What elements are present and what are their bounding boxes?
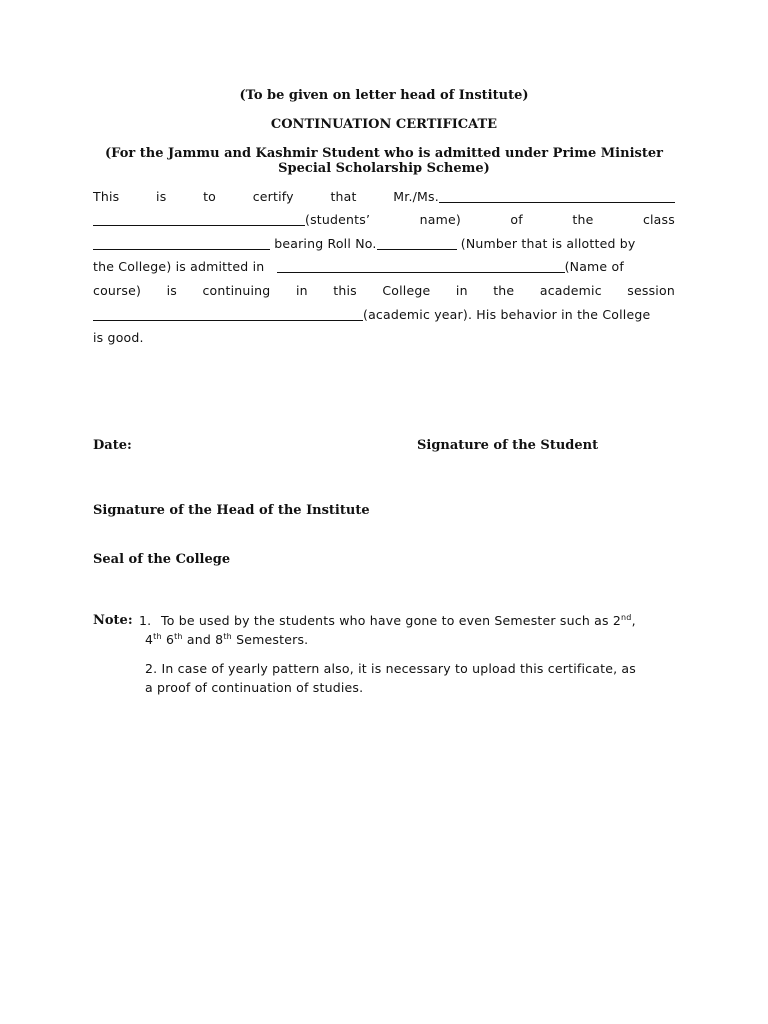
body-word: Mr./Ms. bbox=[393, 189, 439, 204]
certificate-title: CONTINUATION CERTIFICATE bbox=[270, 117, 498, 132]
note-item-1-line-2 bbox=[145, 632, 308, 647]
body-text: bearing Roll No. bbox=[274, 236, 377, 251]
body-word: the bbox=[493, 283, 515, 298]
student-signature-label: Signature of the Student bbox=[417, 438, 599, 453]
body-word: name) bbox=[419, 212, 461, 227]
note-text: , bbox=[631, 613, 636, 628]
body-line-7 bbox=[93, 330, 675, 345]
superscript: nd bbox=[621, 612, 632, 622]
letterhead-note: (To be given on letter head of Institute) bbox=[239, 88, 529, 103]
session-blank[interactable] bbox=[93, 308, 363, 321]
body-line-6 bbox=[93, 307, 675, 322]
date-label: Date: bbox=[93, 438, 132, 453]
note-label: Note: bbox=[93, 613, 133, 628]
note-text: Semesters. bbox=[231, 632, 309, 647]
body-word: of bbox=[510, 212, 523, 227]
note-item-2-line-2: a proof of continuation of studies. bbox=[145, 680, 364, 695]
body-word: in bbox=[455, 283, 468, 298]
body-word: this bbox=[333, 283, 357, 298]
superscript: th bbox=[174, 631, 183, 641]
body-text: (academic year). His behavior in the College bbox=[363, 307, 651, 322]
note-text: To be used by the students who have gone to even Semester such as 2 bbox=[161, 613, 622, 628]
name-blank[interactable] bbox=[439, 190, 675, 203]
roll-number-blank[interactable] bbox=[377, 237, 457, 250]
course-blank[interactable] bbox=[277, 260, 565, 273]
note-text: 6 bbox=[161, 632, 175, 647]
class-blank[interactable] bbox=[93, 237, 270, 250]
body-word: This bbox=[93, 189, 120, 204]
subtitle-line-1: (For the Jammu and Kashmir Student who is admitted under Prime Minister bbox=[105, 146, 663, 161]
body-word: College bbox=[382, 283, 431, 298]
student-name-blank[interactable] bbox=[93, 213, 305, 226]
body-word: is bbox=[166, 283, 177, 298]
body-line-2 bbox=[93, 212, 675, 227]
subtitle-line-2: Special Scholarship Scheme) bbox=[278, 161, 490, 176]
body-word: academic bbox=[539, 283, 602, 298]
body-word: course) bbox=[93, 283, 142, 298]
body-word: is bbox=[156, 189, 167, 204]
body-word: in bbox=[295, 283, 308, 298]
body-word: session bbox=[627, 283, 675, 298]
note-text: and 8 bbox=[182, 632, 224, 647]
body-word: (students’ bbox=[305, 212, 371, 227]
note-item-1-number: 1. bbox=[139, 613, 152, 628]
superscript: th bbox=[223, 631, 232, 641]
body-word: certify bbox=[252, 189, 294, 204]
body-word: that bbox=[330, 189, 357, 204]
note-item-2-line-1: 2. In case of yearly pattern also, it is necessary to upload this certificate, as bbox=[145, 661, 637, 676]
head-signature-label: Signature of the Head of the Institute bbox=[93, 503, 370, 518]
body-line-1 bbox=[93, 189, 675, 204]
body-word: the bbox=[572, 212, 594, 227]
body-word: class bbox=[642, 212, 675, 227]
superscript: th bbox=[153, 631, 162, 641]
note-item-1-line-1 bbox=[161, 613, 675, 628]
note-text: 4 bbox=[145, 632, 154, 647]
body-line-5 bbox=[93, 283, 675, 298]
body-text: is good. bbox=[93, 330, 144, 345]
body-word: continuing bbox=[202, 283, 271, 298]
body-text: (Number that is allotted by bbox=[460, 236, 636, 251]
seal-label: Seal of the College bbox=[93, 552, 231, 567]
body-text: (Name of bbox=[564, 259, 624, 274]
body-line-3 bbox=[93, 236, 675, 251]
body-word: to bbox=[203, 189, 217, 204]
body-line-4 bbox=[93, 259, 675, 274]
body-text: the College) is admitted in bbox=[93, 259, 265, 274]
